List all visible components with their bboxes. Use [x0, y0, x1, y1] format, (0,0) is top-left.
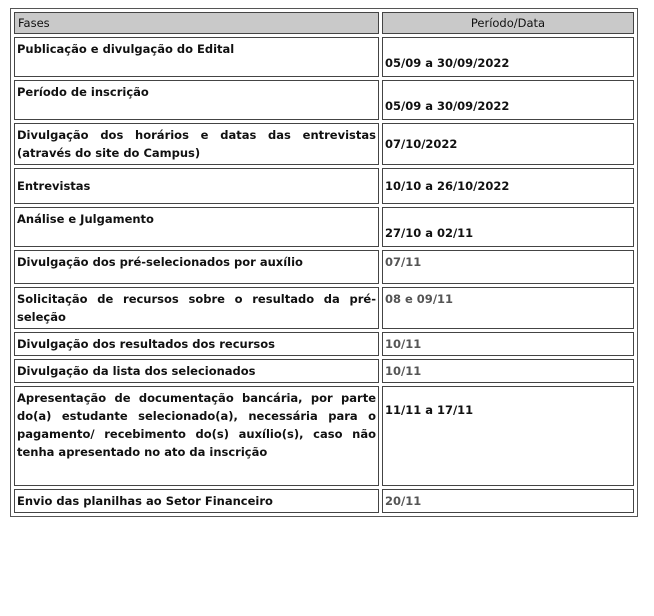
table-row [14, 123, 634, 165]
date-cell: 05/09 a 30/09/2022 [382, 80, 634, 120]
phase-cell: Publicação e divulgação do Edital [14, 37, 379, 77]
phase-cell: Divulgação da lista dos selecionados [14, 359, 379, 383]
date-cell: 05/09 a 30/09/2022 [382, 37, 634, 77]
phase-cell: Envio das planilhas ao Setor Financeiro [14, 489, 379, 513]
phase-cell: Período de inscrição [14, 80, 379, 120]
table-row [14, 80, 634, 120]
date-cell: 10/10 a 26/10/2022 [382, 168, 634, 204]
date-cell: 07/10/2022 [382, 123, 634, 165]
table-row [14, 250, 634, 284]
phase-cell: Divulgação dos horários e datas das entrevistas (através do site do Campus) [14, 123, 379, 165]
header-phases: Fases [14, 12, 379, 34]
header-period-date: Período/Data [382, 12, 634, 34]
phase-cell: Solicitação de recursos sobre o resultado da pré-seleção [14, 287, 379, 329]
phase-cell: Divulgação dos pré-selecionados por auxílio [14, 250, 379, 284]
table-row [14, 489, 634, 513]
date-cell: 08 e 09/11 [382, 287, 634, 329]
table-row [14, 359, 634, 383]
table-row [14, 287, 634, 329]
table-row [14, 37, 634, 77]
date-cell: 11/11 a 17/11 [382, 386, 634, 486]
table-row [14, 386, 634, 486]
date-cell: 07/11 [382, 250, 634, 284]
table-row [14, 207, 634, 247]
phase-cell: Divulgação dos resultados dos recursos [14, 332, 379, 356]
schedule-table [10, 8, 638, 517]
date-cell: 20/11 [382, 489, 634, 513]
phase-cell: Apresentação de documentação bancária, por parte do(a) estudante selecionado(a), necessária para o pagamento/ recebimento do(s) auxílio(s), caso não tenha apresentado no ato da inscrição [14, 386, 379, 486]
phase-cell: Entrevistas [14, 168, 379, 204]
date-cell: 10/11 [382, 359, 634, 383]
table-row [14, 168, 634, 204]
phase-cell: Análise e Julgamento [14, 207, 379, 247]
date-cell: 10/11 [382, 332, 634, 356]
date-cell: 27/10 a 02/11 [382, 207, 634, 247]
table-row [14, 332, 634, 356]
table-header-row [14, 12, 634, 34]
